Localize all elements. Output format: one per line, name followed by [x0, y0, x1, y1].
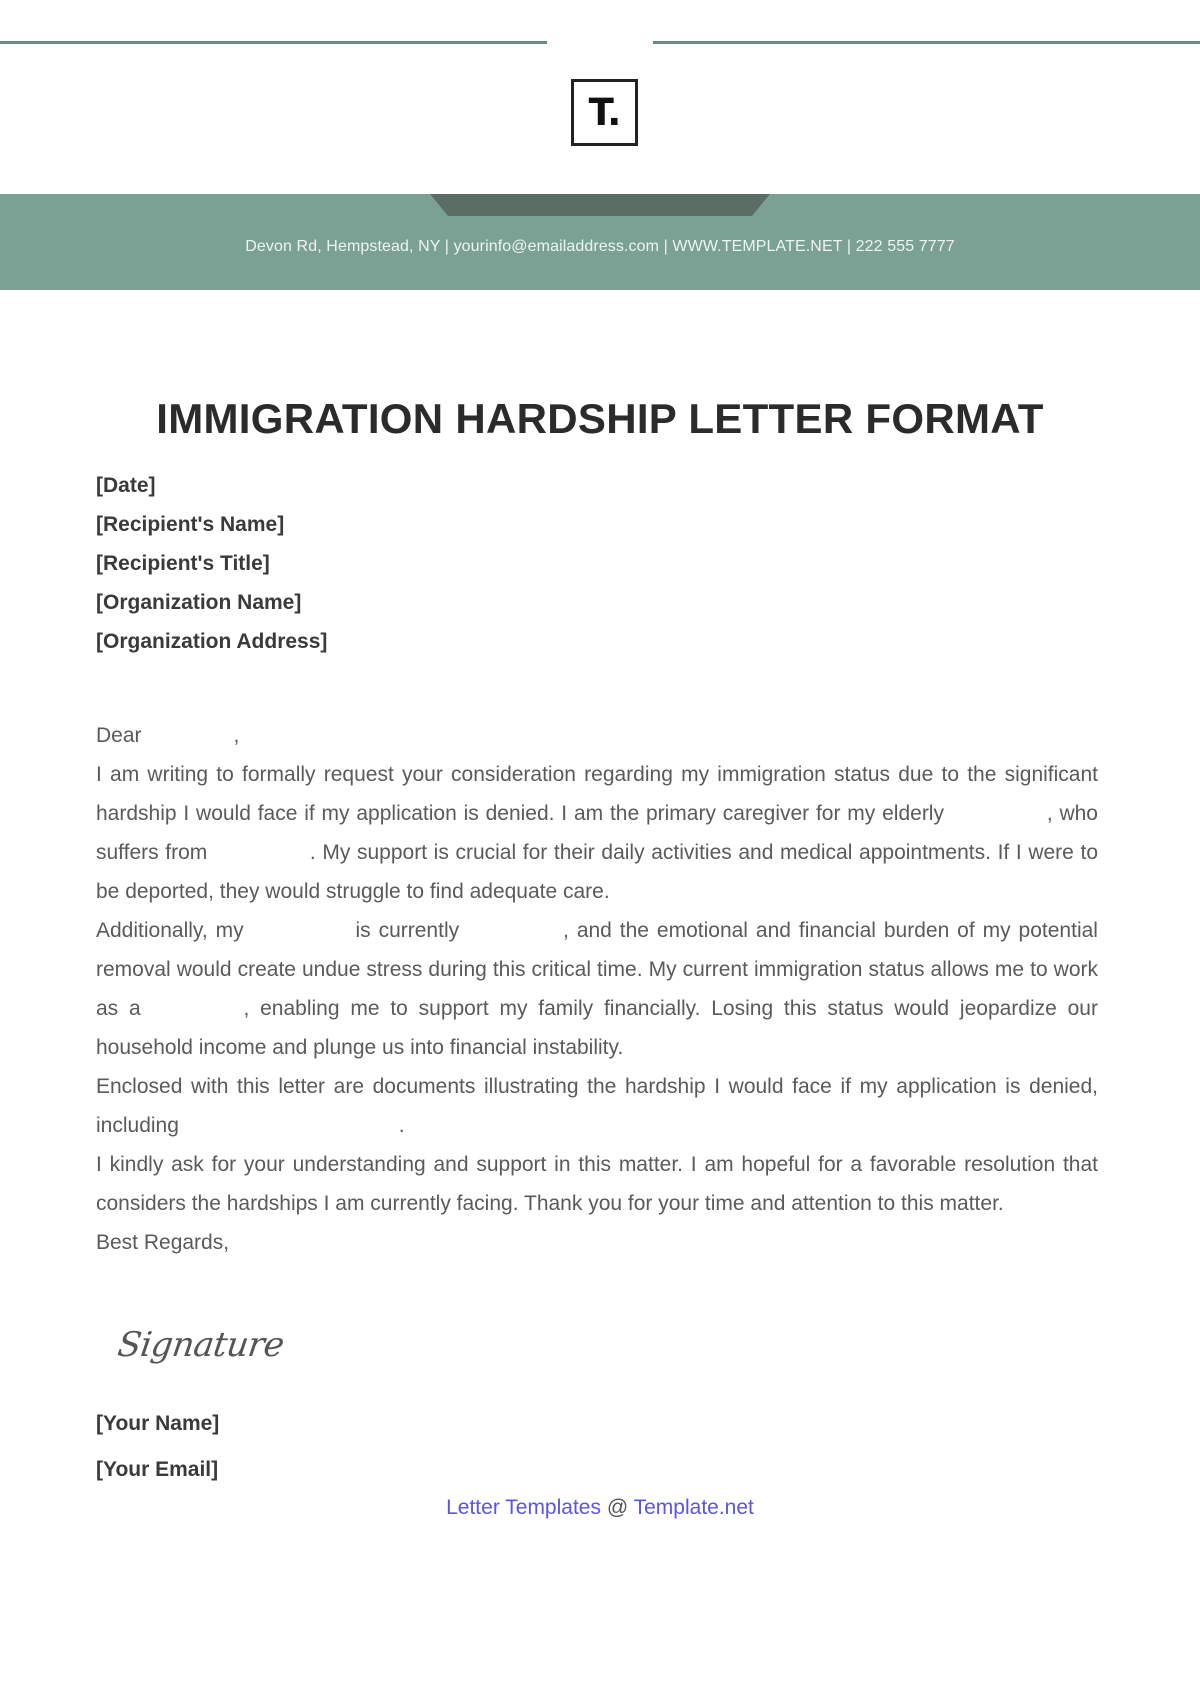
- salutation: [96, 716, 1098, 755]
- salutation-word: Dear: [96, 724, 142, 747]
- letter-templates-link[interactable]: Letter Templates: [446, 1496, 601, 1519]
- footer-separator: @: [606, 1496, 629, 1519]
- paragraph-2-text: , enabling me to support my family financially. Losing this status would jeopardize our household income and plunge us into financial instability.: [96, 997, 1098, 1059]
- sender-name-placeholder: [Your Name]: [96, 1412, 220, 1435]
- template-net-link[interactable]: Template.net: [633, 1496, 754, 1519]
- paragraph-2: [96, 911, 1098, 1067]
- paragraph-1-text: , who suffers from: [96, 802, 1098, 864]
- paragraph-1: [96, 755, 1098, 911]
- sender-email-placeholder: [Your Email]: [96, 1458, 219, 1481]
- header-rule-right: [653, 41, 1200, 44]
- letter-body: [96, 716, 1098, 1262]
- header-rule-left: [0, 41, 547, 44]
- organization-name-placeholder: [Organization Name]: [96, 591, 302, 614]
- footer-credit: [0, 1496, 1200, 1520]
- paragraph-2-text: is currently: [355, 919, 460, 942]
- contact-line: Devon Rd, Hempstead, NY | yourinfo@emailaddress.com | WWW.TEMPLATE.NET | 222 555 7777: [245, 238, 955, 255]
- paragraph-2-text: , and the emotional and financial burden of my potential removal would create undue stress during this critical time. My current immigration status allows me to work as a: [96, 919, 1098, 1020]
- paragraph-3-text: .: [398, 1114, 405, 1137]
- signature: Signature: [115, 1325, 287, 1365]
- organization-address-placeholder: [Organization Address]: [96, 630, 328, 653]
- logo: [571, 79, 638, 146]
- paragraph-4: I kindly ask for your understanding and support in this matter. I am hopeful for a favorable resolution that considers the hardships I am currently facing. Thank you for your time and attention to this matter.: [96, 1153, 1098, 1215]
- sender-block: [96, 1410, 219, 1502]
- paragraph-1-text: . My support is crucial for their daily activities and medical appointments. If I were to be deported, they would struggle to find adequate care.: [96, 841, 1098, 903]
- date-placeholder: [Date]: [96, 474, 156, 497]
- paragraph-3: [96, 1067, 1098, 1145]
- page-title: IMMIGRATION HARDSHIP LETTER FORMAT: [156, 395, 1044, 442]
- paragraph-3-text: Enclosed with this letter are documents illustrating the hardship I would face if my application is denied, including: [96, 1075, 1098, 1137]
- recipient-name-placeholder: [Recipient's Name]: [96, 513, 285, 536]
- recipient-title-placeholder: [Recipient's Title]: [96, 552, 270, 575]
- logo-text: T.: [588, 91, 621, 134]
- paragraph-1-text: I am writing to formally request your consideration regarding my immigration status due to the significant hardship I would face if my application is denied. I am the primary caregiver for my elderly: [96, 763, 1098, 825]
- paragraph-2-text: Additionally, my: [96, 919, 244, 942]
- recipient-block: [96, 471, 327, 666]
- banner-tab: [430, 194, 770, 216]
- contact-banner: [0, 194, 1200, 290]
- salutation-punctuation: ,: [233, 724, 240, 747]
- closing: Best Regards,: [96, 1231, 230, 1254]
